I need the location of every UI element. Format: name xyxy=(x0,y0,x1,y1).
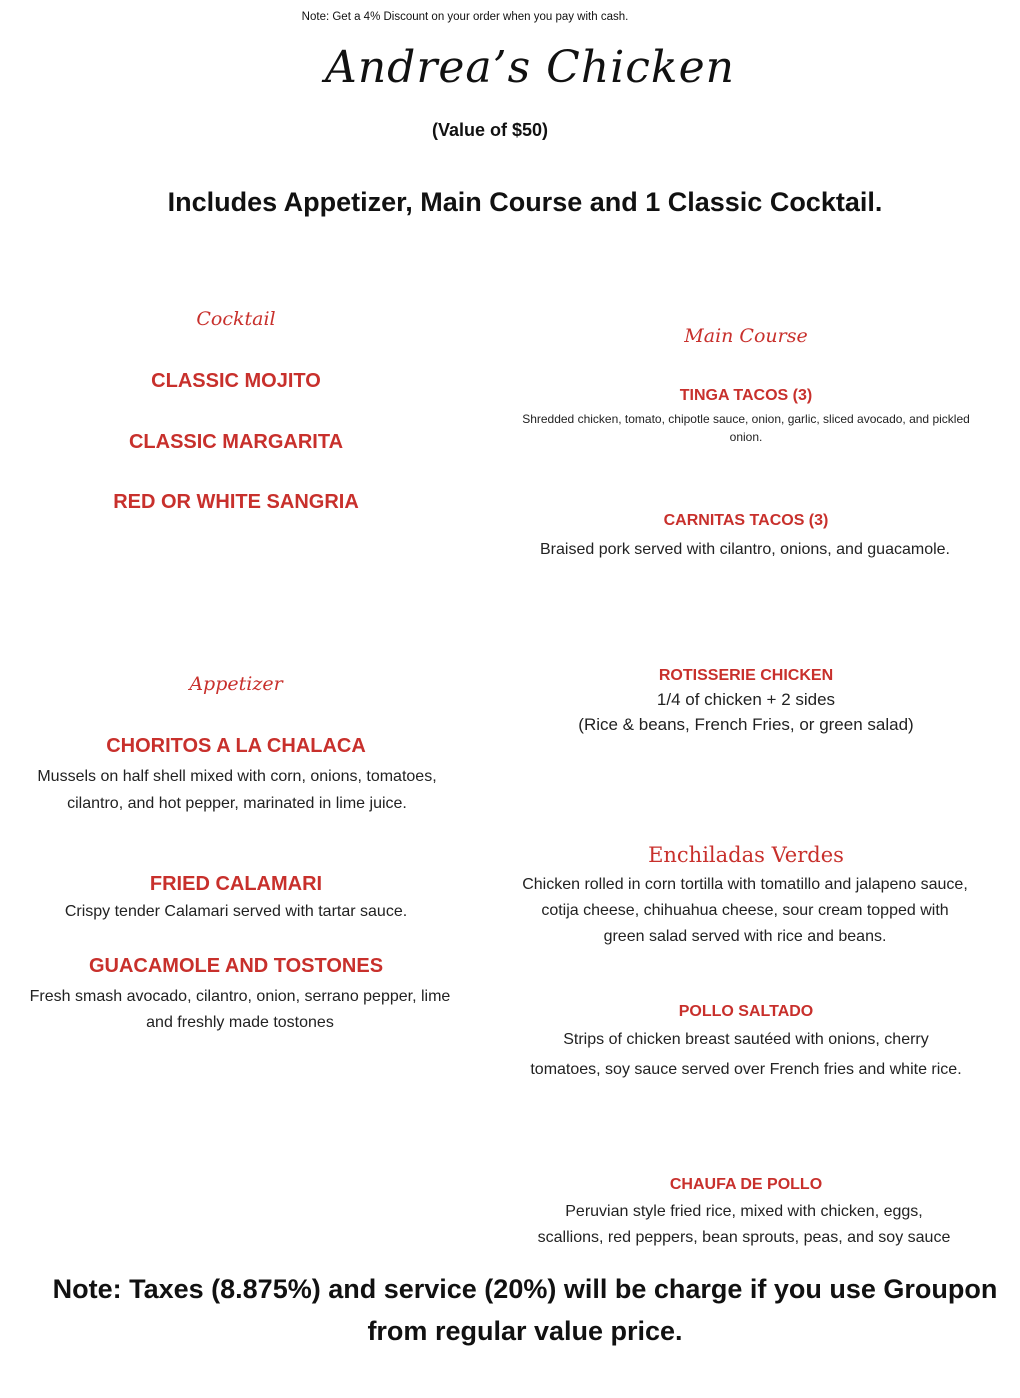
main-item-title: POLLO SALTADO xyxy=(678,1003,814,1020)
deal-includes: Includes Appetizer, Main Course and 1 Classic Cocktail. xyxy=(167,187,883,217)
cocktail-item: CLASSIC MARGARITA xyxy=(128,431,344,453)
main-item-title: CHAUFA DE POLLO xyxy=(669,1176,823,1193)
appetizer-item-title: FRIED CALAMARI xyxy=(149,873,323,895)
deal-value: (Value of $50) xyxy=(431,120,549,140)
cash-discount-note: Note: Get a 4% Discount on your order when you pay with cash. xyxy=(301,11,629,23)
cocktail-item: RED OR WHITE SANGRIA xyxy=(113,491,359,513)
tax-service-note: Note: Taxes (8.875%) and service (20%) will be charge if you use Groupon from regular value price. xyxy=(52,1274,998,1346)
appetizer-item-title: CHORITOS A LA CHALACA xyxy=(106,735,366,757)
cocktail-heading: Cocktail xyxy=(196,308,276,330)
main-item-desc: Shredded chicken, tomato, chipotle sauce, onion, garlic, sliced avocado, and pickled onion. xyxy=(522,412,970,444)
appetizer-item-desc: Mussels on half shell mixed with corn, onions, tomatoes, cilantro, and hot pepper, marinated in lime juice. xyxy=(37,768,437,812)
main-item-desc: 1/4 of chicken + 2 sides xyxy=(656,690,836,709)
main-item-desc: Strips of chicken breast sautéed with onions, cherry tomatoes, soy sauce served over French fries and white rice. xyxy=(530,1031,962,1078)
appetizer-item-desc: Fresh smash avocado, cilantro, onion, serrano pepper, lime and freshly made tostones xyxy=(29,988,451,1031)
appetizer-item-desc: Crispy tender Calamari served with tartar sauce. xyxy=(64,903,408,920)
main-item-title: Enchiladas Verdes xyxy=(648,843,844,867)
main-item-desc: (Rice & beans, French Fries, or green salad) xyxy=(578,715,914,734)
main-course-heading: Main Course xyxy=(684,325,808,347)
appetizer-heading: Appetizer xyxy=(189,673,283,695)
appetizer-item-title: GUACAMOLE AND TOSTONES xyxy=(88,955,384,977)
main-item-title: ROTISSERIE CHICKEN xyxy=(658,667,834,684)
main-item-desc: Braised pork served with cilantro, onions, and guacamole. xyxy=(540,541,950,558)
main-item-desc: Peruvian style fried rice, mixed with chicken, eggs, scallions, red peppers, bean sprouts, peas, and soy sauce xyxy=(537,1203,951,1246)
main-item-desc: Chicken rolled in corn tortilla with tomatillo and jalapeno sauce, cotija cheese, chihuahua cheese, sour cream topped with green salad served with rice and beans. xyxy=(522,876,968,945)
restaurant-name: Andrea’s Chicken xyxy=(325,42,735,93)
cocktail-item: CLASSIC MOJITO xyxy=(151,370,321,392)
main-item-title: TINGA TACOS (3) xyxy=(679,387,813,404)
main-item-title: CARNITAS TACOS (3) xyxy=(663,512,829,529)
